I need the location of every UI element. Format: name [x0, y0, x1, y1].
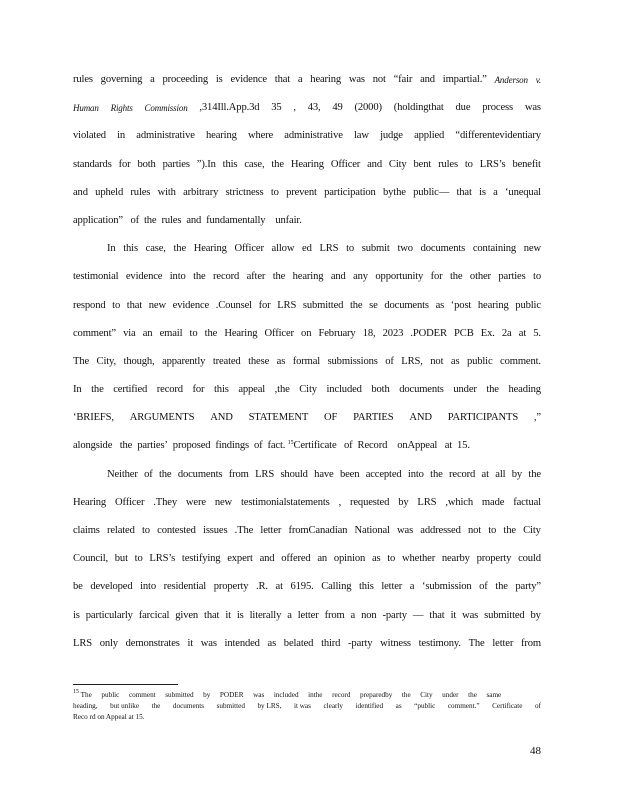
footnote-ref: 15 — [287, 440, 294, 447]
text-line: standards for both parties ”).In this case, the Hearing Officer and City bent rules to LRS’s benefit — [73, 158, 541, 170]
text-line: The City, though, apparently treated these as formal submissions of LRS, not as public comment. — [73, 355, 541, 367]
page-number: 48 — [530, 745, 541, 757]
text-line: respond to that new evidence .Counsel for LRS submitted the se documents as ‘post hearing public — [73, 299, 541, 311]
text-line: In this case, the Hearing Officer allow ed LRS to submit two documents containing new — [107, 243, 541, 255]
text-line: Human Rights Commission ,314Ill.App.3d 35 , 43, 49 (2000) (holdingthat due process was — [73, 102, 541, 114]
footnote-marker: 15 — [73, 689, 79, 695]
footnote-line: $^{15}$ The public comment submitted by PODER was included inthe record preparedby the City under the same — [73, 689, 502, 699]
text-line: be developed into residential property .R. at 6195. Calling this letter a ‘submission of the party” — [73, 581, 541, 593]
body-text — [73, 66, 541, 658]
footnote-separator — [73, 684, 178, 685]
text-line: and upheld rules with arbitrary strictness to prevent participation bythe public— that is a ‘unequal — [73, 186, 541, 198]
text-line: claims related to contested issues .The letter fromCanadian National was addressed not to the City — [73, 525, 541, 536]
text-line: alongside the parties’ proposed findings of fact. $^{15}$Certificate of Record onAppeal at 15. — [73, 440, 470, 452]
footnote-last-line: Reco rd on Appeal at 15. — [73, 713, 145, 721]
text-line: violated in administrative hearing where administrative law judge applied “differentevidentiary — [73, 130, 541, 142]
text-line: LRS only demonstrates it was intended as belated third -party witness testimony. The letter from — [73, 637, 541, 649]
footnote — [73, 690, 541, 723]
text-line: application” of the rules and fundamentally unfair. — [73, 214, 302, 226]
text-line: comment” via an email to the Hearing Officer on February 18, 2023 .PODER PCB Ex. 2a at 5. — [73, 327, 541, 339]
text-line: Neither of the documents from LRS should have been accepted into the record at all by the — [107, 468, 541, 480]
text-line: Hearing Officer .They were new testimonialstatements , requested by LRS ,which made factual — [73, 496, 541, 508]
text-line: Council, but to LRS’s testifying expert and offered an opinion as to whether nearby property could — [73, 553, 541, 565]
footnote-line — [73, 712, 541, 723]
footnote-line: heading, but unlike the documents submitted by LRS, it was clearly identified as “public comment.” Certificate of — [73, 702, 541, 710]
text-line: rules governing a proceeding is evidence that a hearing was not “fair and impartial.” Anderson v. — [73, 74, 541, 85]
text-line: ‘BRIEFS, ARGUMENTS AND STATEMENT OF PARTIES AND PARTICIPANTS ,” — [73, 412, 541, 424]
text-line: In the certified record for this appeal ,the City included both documents under the heading — [73, 384, 541, 396]
text-line: is particularly farcical given that it is literally a letter from a non -party — that it was submitted by — [73, 609, 541, 621]
text-line: testimonial evidence into the record after the hearing and any opportunity for the other parties to — [73, 271, 541, 283]
